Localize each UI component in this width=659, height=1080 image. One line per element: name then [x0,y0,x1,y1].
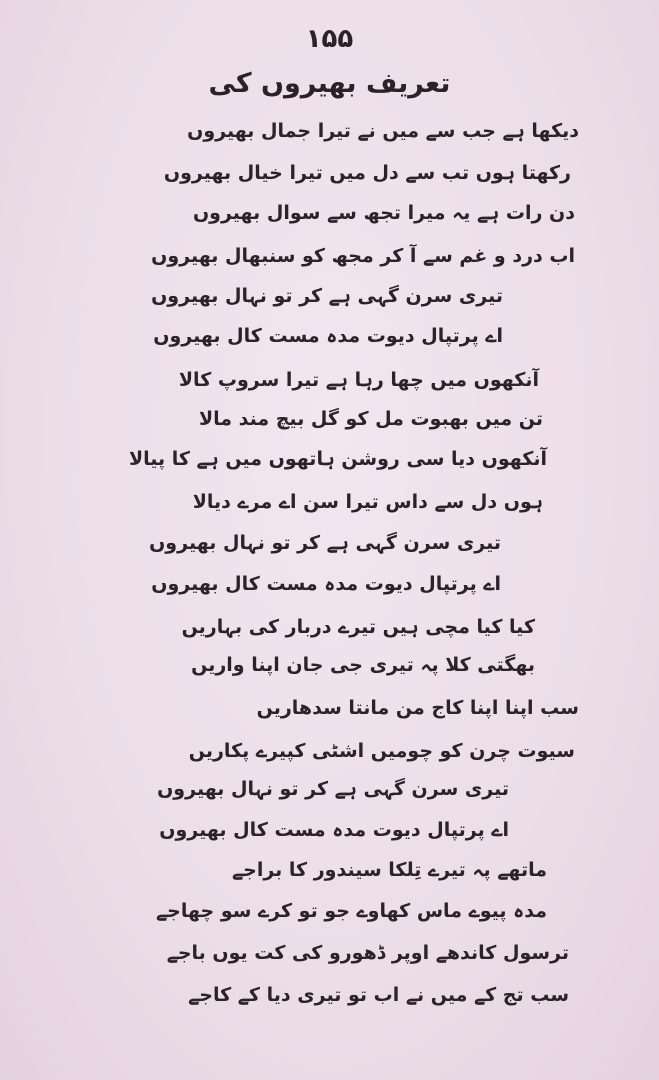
verse-line: سب اپنا اپنا کاج من مانتا سدھاریں [256,697,579,719]
verse-line: تیری سرن گہی ہے کر تو نہال بھیروں [157,778,509,800]
verse-line: ہوں دل سے داس تیرا سن اے مرے دیالا [192,491,543,513]
verse-line: اے پرتپال دیوت مدہ مست کال بھیروں [153,325,503,347]
verse-line: سیوت چرن کو چومیں اشٹی کپیرے پکاریں [188,740,575,762]
verse-line: اے پرتپال دیوت مدہ مست کال بھیروں [159,819,509,841]
verse-line: آنکھوں دیا سی روشن ہاتھوں میں ہے کا پیالا [128,448,547,470]
verse-line: تن میں بھبوت مل کو گل بیچ مند مالا [198,408,543,430]
verse-line: اب درد و غم سے آ کر مجھ کو سنبھال بھیروں [151,245,575,267]
verse-line: رکھتا ہوں تب سے دل میں تیرا خیال بھیروں [163,162,571,184]
poem-title: تعریف بھیروں کی [208,68,451,99]
verse-line: بھگتی کلا پہ تیری جی جان اپنا واریں [191,654,535,676]
verse-line: تیری سرن گہی ہے کر تو نہال بھیروں [149,532,501,554]
verse-line: دیکھا ہے جب سے میں نے تیرا جمال بھیروں [187,120,579,142]
verse-line: اے پرتپال دیوت مدہ مست کال بھیروں [151,573,501,595]
verse-line: دن رات ہے یہ میرا تجھ سے سوال بھیروں [192,202,575,224]
verse-line: آنکھوں میں چھا رہا ہے تیرا سروپ کالا [178,369,539,391]
verse-line: سب تج کے میں نے اب تو تیری دیا کے کاجے [188,984,569,1006]
verse-line: ترسول کاندھے اوپر ڈھورو کی کت یوں باجے [166,942,569,964]
verse-line: ماتھے پہ تیرے تِلکا سیندور کا براجے [232,859,547,881]
verse-line: کیا کیا مچی ہیں تیرے دربار کی بہاریں [181,616,535,638]
page-number: ۱۵۵ [305,24,354,54]
verse-line: مدہ پیوے ماس کھاوے جو تو کرے سو چھاجے [156,900,547,922]
verse-line: تیری سرن گہی ہے کر تو نہال بھیروں [151,285,503,307]
